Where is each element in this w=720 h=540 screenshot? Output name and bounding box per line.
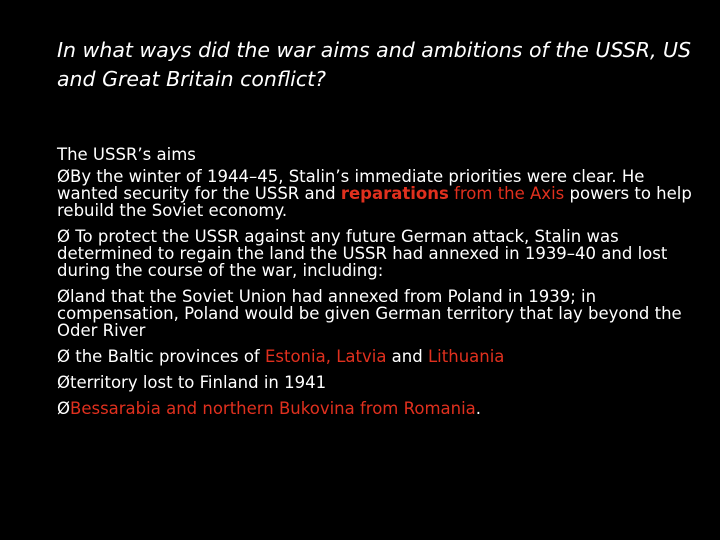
highlight-text: Lithuania [427,347,505,366]
highlight-text: Estonia, Latvia [264,347,387,366]
arrow-bullet-icon: Ø [57,347,70,366]
bullet-text: . [475,399,482,418]
slide-title: In what ways did the war aims and ambitions of the USSR, US and Great Britain conflict? [57,38,691,91]
bullet-point [57,228,707,279]
bullet-point [57,400,707,417]
bullet-point [57,288,707,339]
bullet-text: territory lost to Finland in 1941 [70,373,327,392]
bullet-text: To protect the USSR against any future German attack, Stalin was determined to regain the land the USSR had annexed in 1939–40 and lost during the course of the war, including: [57,227,668,280]
arrow-bullet-icon: Ø [57,399,70,418]
section-heading: The USSR’s aims [57,145,196,164]
bullet-text: the Baltic provinces of [70,347,265,366]
arrow-bullet-icon: Ø [57,287,70,306]
slide-body [57,142,707,417]
bullet-text: and [386,347,428,366]
bullet-text: land that the Soviet Union had annexed from Poland in 1939; in compensation, Poland would be given German territory that lay beyond the Oder River [57,287,682,340]
arrow-bullet-icon: Ø [57,227,70,246]
bullet-text: powers to help rebuild the Soviet economy. [57,184,692,220]
bullet-point [57,374,707,391]
arrow-bullet-icon: Ø [57,373,70,392]
highlight-text: from the Axis [448,184,565,203]
bullet-point [57,168,707,219]
bullet-point [57,348,707,365]
highlight-text: reparations [340,184,449,203]
bullet-text: By the winter of 1944–45, Stalin’s immediate priorities were clear. He wanted security for the USSR and [57,167,645,203]
arrow-bullet-icon: Ø [57,167,70,186]
highlight-text: Bessarabia and northern Bukovina from Romania [70,399,476,418]
